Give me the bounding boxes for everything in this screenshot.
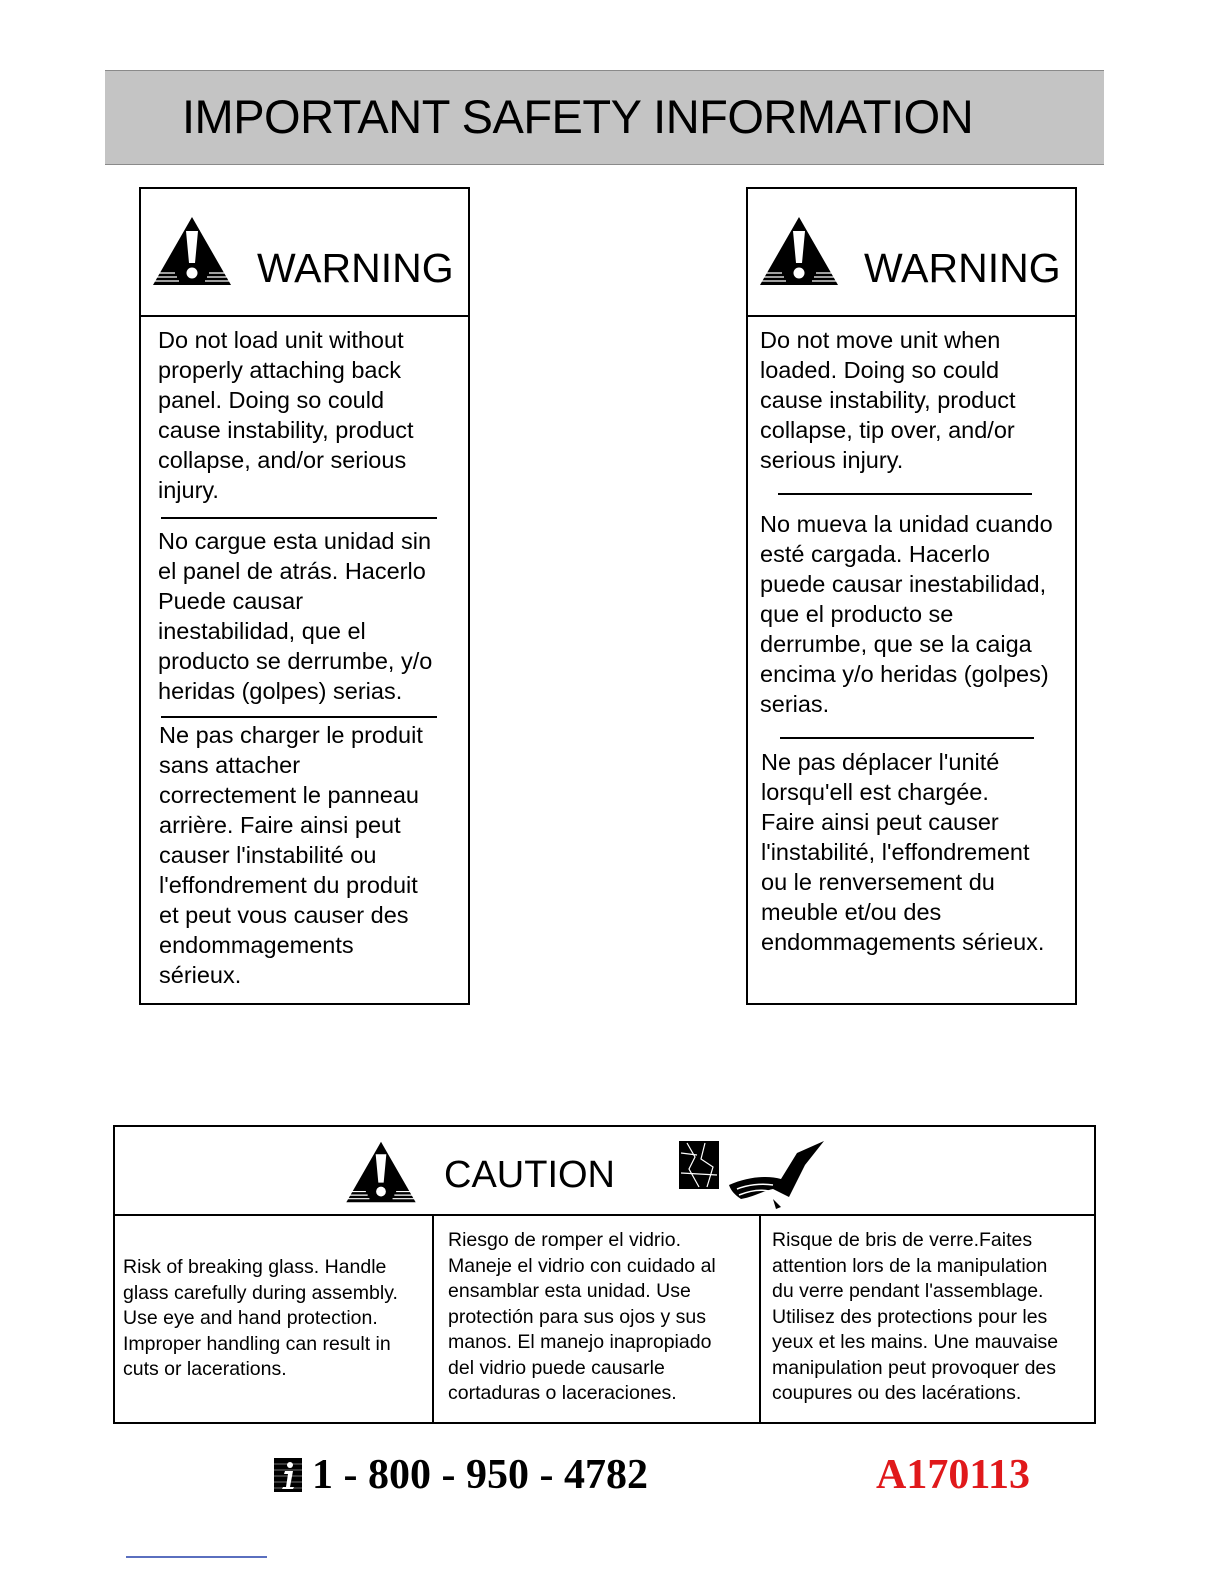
divider	[161, 716, 437, 718]
divider	[780, 737, 1034, 739]
warning-text-es: No cargue esta unidad sin el panel de atrás. Hacerlo Puede causar inestabilidad, que el producto se derrumbe, y/o heridas (golpes) serias.	[158, 528, 433, 704]
caution-label: CAUTION	[444, 1154, 615, 1196]
warning-label: WARNING	[257, 245, 454, 291]
warning-text-fr: Ne pas déplacer l'unité lorsqu'ell est chargée. Faire ainsi peut causer l'instabilité, l'effondrement ou le renversement du meuble et/ou des endommagements sérieux.	[761, 749, 1045, 955]
caution-panel	[113, 1125, 1096, 1424]
document-code: A170113	[876, 1452, 1031, 1498]
warning-text-es: No mueva la unidad cuando esté cargada. Hacerlo puede causar inestabilidad, que el producto se derrumbe, que se la caiga encima y/o heridas (golpes) serias.	[760, 511, 1053, 717]
warning-triangle-icon	[758, 215, 840, 287]
warning-panel-move	[746, 187, 1077, 1005]
info-icon	[274, 1458, 302, 1492]
warning-text-fr: Ne pas charger le produit sans attacher correctement le panneau arrière. Faire ainsi peut causer l'instabilité ou l'effondrement du produit et peut vous causer des endommagements sérieux.	[159, 722, 423, 988]
caution-text-es: Riesgo de romper el vidrio. Maneje el vidrio con cuidado al ensamblar esta unidad. Use protectión para sus ojos y sus manos. El manejo inapropiado del vidrio puede causarle cortaduras o laceraciones.	[434, 1216, 761, 1422]
warning-header	[748, 189, 1075, 317]
warning-triangle-icon	[151, 215, 233, 287]
caution-header	[115, 1127, 1094, 1216]
caution-text-fr: Risque de bris de verre.Faites attention lors de la manipulation du verre pendant l'assemblage. Utilisez des protections pour les yeux et les mains. Une mauvaise manipulation peut provoquer des coupures ou des lacérations.	[772, 1229, 1059, 1404]
warning-text-en: Do not load unit without properly attaching back panel. Doing so could cause instability, product collapse, and/or serious injury.	[158, 327, 414, 503]
safety-banner	[105, 70, 1104, 165]
warning-text-en: Do not move unit when loaded. Doing so could cause instability, product collapse, tip over, and/or serious injury.	[760, 327, 1016, 473]
phone-number: 1 - 800 - 950 - 4782	[312, 1452, 648, 1498]
warning-header	[141, 189, 468, 317]
divider	[778, 493, 1032, 495]
warning-label: WARNING	[864, 245, 1061, 291]
support-phone	[274, 1450, 648, 1500]
page-title: IMPORTANT SAFETY INFORMATION	[182, 90, 974, 143]
warning-triangle-icon	[344, 1140, 418, 1204]
warning-panel-load	[139, 187, 470, 1005]
page-marker-line	[126, 1556, 267, 1558]
caution-text-en: Risk of breaking glass. Handle glass carefully during assembly. Use eye and hand protection. Improper handling can result in cuts or lacerations.	[115, 1216, 434, 1422]
divider	[161, 517, 437, 519]
broken-glass-hand-icon	[677, 1139, 827, 1209]
